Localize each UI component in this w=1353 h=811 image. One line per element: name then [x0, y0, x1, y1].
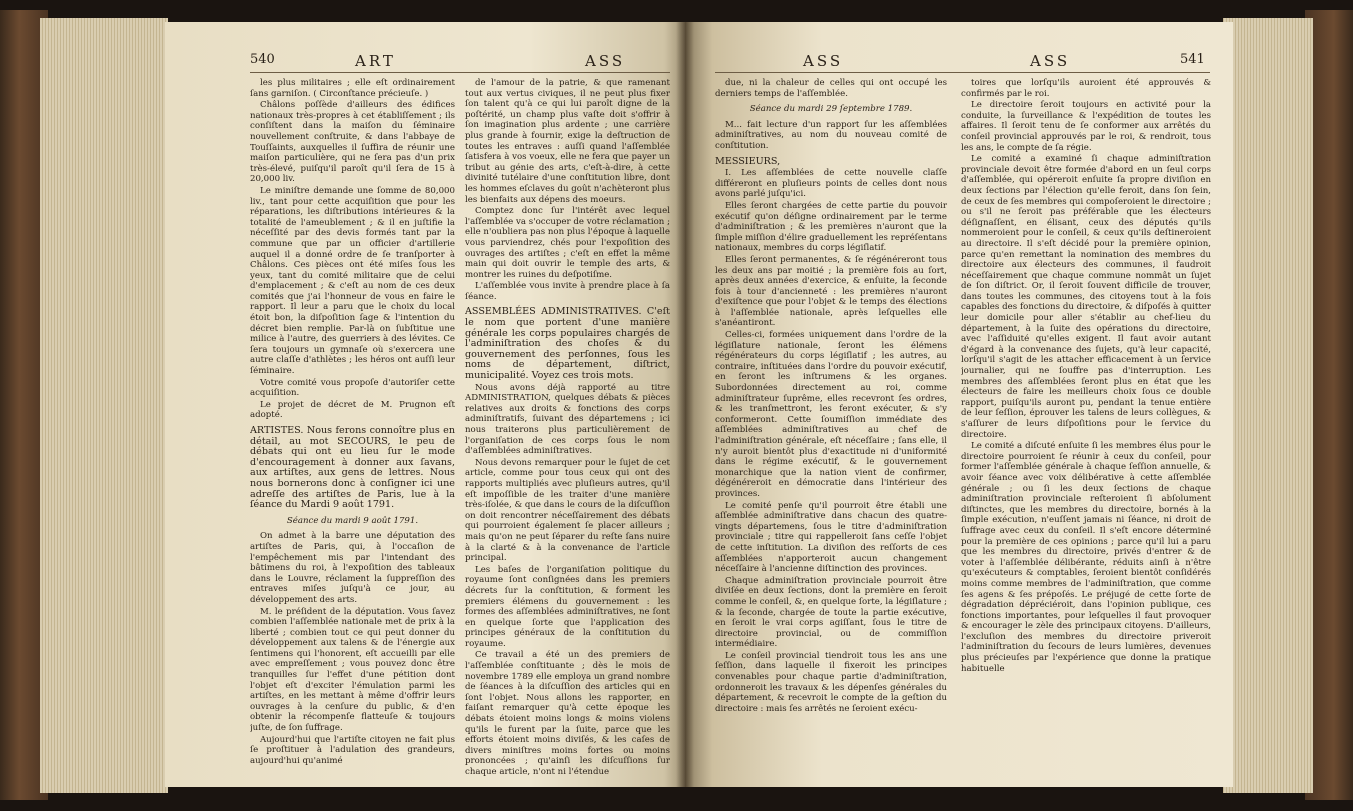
right-page	[685, 22, 1233, 787]
paragraph: Votre comité vous propoſe d'autoriſer cette acquiſition.	[250, 377, 455, 399]
salutation: MESSIEURS,	[715, 155, 781, 167]
session-heading: Séance du mardi 29 ſeptembre 1789.	[749, 104, 913, 115]
page-edges-left	[40, 18, 168, 793]
paragraph: Elles ſeront chargées de cette partie du pouvoir exécutif qu'on déſigne ordinairement par le terme d'adminiſtration ; & les premières n'auront que la ſimple miſſion d'élire graduellement les repréſentans nationaux, membres du corps légiſlatif.	[715, 200, 947, 254]
paragraph: Ce travail a été un des premiers de l'aſſemblée conſtituante ; dès le mois de novembre 1789 elle employa un grand nombre de ſéances à la diſcuſſion des articles qui en ſont l'objet. Nous allons les rapporter, en faiſant remarquer qu'à cette époque les débats étoient moins longs & moins violens qu'ils le furent par la ſuite, parce que les efforts étoient moins diviſés, & les caſes de divers miniſtres moins fortes ou moins prononcées ; qu'ainſi les diſcuſſions ſur chaque article, n'ont ni l'étendue	[465, 650, 670, 777]
paragraph: I. Les aſſemblées de cette nouvelle claſſe différeront en pluſieurs points de celles dont nous avons parlé juſqu'ici.	[715, 168, 947, 200]
running-head-left: ASS	[803, 52, 844, 70]
paragraph: Nous avons déjà rapporté au titre ADMINISTRATION, quelques débats & pièces relatives aux droits & fonctions des corps adminiſtratifs, ſuivant des départemens ; ici nous traiterons plus particulièrement de l'organiſation de ces corps ſous le nom d'aſſemblées adminiſtratives.	[465, 382, 670, 457]
paragraph: On admet à la barre une députation des artiſtes de Paris, qui, à l'occaſion de l'empêchement mis par l'intendant des bâtimens du roi, à l'expoſition des tableaux dans le Louvre, réclament la ſuppreſſion des entraves miſes juſqu'à ce jour, au développement des arts.	[250, 531, 455, 605]
paragraph: M. le préſident de la députation. Vous ſavez combien l'aſſemblée nationale met de prix à la liberté ; combien tout ce qui peut donner du développement aux talens & de l'énergie aux ſentimens qui l'honorent, eſt accueilli par elle avec empreſſement ; vous pouvez donc être tranquilles ſur l'effet d'une pétition dont l'objet eſt d'exciter l'émulation parmi les artiſtes, en les mettant à même d'offrir leurs ouvrages à la cenſure du public, & d'en obtenir la récompenſe flatteuſe & toujours juſte, de ſon ſuffrage.	[250, 606, 455, 734]
session-heading: Séance du mardi 9 août 1791.	[286, 515, 419, 526]
paragraph: L'aſſemblée vous invite à prendre place à ſa ſéance.	[465, 281, 670, 302]
right-page-column-1	[715, 78, 947, 778]
paragraph: Le projet de décret de M. Prugnon eſt adopté.	[250, 399, 455, 421]
left-page-column-1	[250, 78, 455, 778]
running-head-right: ASS	[1030, 52, 1071, 70]
paragraph: Comptez donc ſur l'intérêt avec lequel l'aſſemblée va s'occuper de votre réclamation ; elle n'oubliera pas non plus l'époque à laquelle vous parviendrez, chés pour l'expoſition des ouvrages des artiſtes ; c'eſt en effet la même main qui doit ouvrir le temple des arts, & montrer les ruines du deſpotiſme.	[465, 206, 670, 280]
paragraph: Nous devons remarquer pour le ſujet de cet article, comme pour tous ceux qui ont des rapports multipliés avec pluſieurs autres, qu'il eſt impoſſible de les traiter d'une manière très-iſolée, & que dans le cours de la diſcuſſion on doit rencontrer néceſſairement des débats qui pourroient également ſe placer ailleurs ; mais qu'on ne peut ſéparer du reſte ſans nuire à la clarté & à la convenance de l'article principal.	[465, 457, 670, 564]
paragraph: Elles ſeront permanentes, & ſe régénéreront tous les deux ans par moitié ; la première fois au ſort, après deux années d'exercice, & enſuite, la ſeconde fois à tour d'ancienneté : les premières n'auront d'exiſtence que pour l'objet & le temps des élections à l'aſſemblée nationale, après leſquelles elle s'anéantiront.	[715, 254, 947, 329]
page-number-right: 541	[1180, 52, 1205, 67]
paragraph: Le comité penſe qu'il pourroit être établi une aſſemblée adminiſtrative dans chacun des quatre-vingts départemens, ſous le titre d'adminiſtration provinciale ; titre qui rappelleroit ſans ceſſe l'objet de cette inſtitution. La diviſion des reſſorts de ces aſſemblées n'apporteroit aucun changement néceſſaire à l'ancienne diſtinction des provinces.	[715, 500, 947, 575]
paragraph: Aujourd'hui que l'artiſte citoyen ne fait plus ſe proſtituer à l'adulation des grandeurs, aujourd'hui qu'animé	[250, 734, 455, 766]
running-head-right: ASS	[585, 52, 626, 70]
left-page-column-2	[465, 78, 670, 778]
paragraph: Les baſes de l'organiſation politique du royaume ſont conſignées dans les premiers décrets ſur la conſtitution, & forment les premiers élémens du gouvernement : les formes des aſſemblées adminiſtratives, ne ſont en quelque ſorte que l'application des principes généraux de la conſtitution du royaume.	[465, 564, 670, 649]
book-gutter	[676, 22, 694, 787]
paragraph: Le directoire ſeroit toujours en activité pour la conduite, la ſurveillance & l'expédition de toutes les affaires. Il ſeroit tenu de ſe conformer aux arrêtés du conſeil provincial approuvés par le roi, & rendroit, tous les ans, le compte de ſa régie.	[961, 100, 1211, 153]
entry-assemblees-administratives: ASSEMBLÉES ADMINISTRATIVES. C'eſt le nom que portent d'une manière générale les corps populaires chargés de l'adminiſtration des choſes & du gouvernement des perſonnes, ſous les noms de département, diſtrict, municipalité. Voyez ces trois mots.	[465, 306, 670, 382]
header-rule	[715, 72, 1210, 73]
header-rule	[250, 72, 670, 73]
paragraph: toires que lorſqu'ils auroient été approuvés & confirmés par le roi.	[961, 78, 1211, 99]
paragraph: de l'amour de la patrie, & que ramenant tout aux vertus civiques, il ne peut plus fixer ſon talent qu'à ce qui lui paroît digne de la poſtérité, un champ plus vaſte doit s'offrir à ſon imagination plus ardente ; une carrière plus grande à fournir, exige la deſtruction de toutes les entraves : auſſi quand l'aſſemblée ſatisfera à vos voeux, elle ne fera que payer un tribut au génie des arts, c'eſt-à-dire, à cette divinité tutélaire d'une conſtitution libre, dont les hommes eſclaves du goût n'achèteront plus les bienfaits aux dépens des moeurs.	[465, 78, 670, 205]
page-number-left: 540	[250, 52, 275, 67]
paragraph: due, ni la chaleur de celles qui ont occupé les derniers temps de l'aſſemblée.	[715, 78, 947, 99]
page-edges-right	[1223, 18, 1313, 793]
right-page-column-2	[961, 78, 1211, 778]
left-page	[165, 22, 685, 787]
paragraph: M... fait lecture d'un rapport ſur les aſſemblées adminiſtratives, au nom du nouveau comité de conſtitution.	[715, 119, 947, 151]
paragraph: Le conſeil provincial tiendroit tous les ans une ſeſſion, dans laquelle il fixeroit les principes convenables pour chaque partie d'adminiſtration, ordonneroit les travaux & les dépenſes générales du département, & recevroit le compte de la geſtion du directoire : mais ſes arrêtés ne ſeroient exécu-	[715, 650, 947, 714]
paragraph: Châlons poſſède d'ailleurs des édifices nationaux très-propres à cet établiſſement ; ils conſiſtent dans la maiſon du ſéminaire nouvellement conſtruite, & dans l'abbaye de Touſſaints, auxquelles il ſuffira de réunir une maiſon particulière, qui ne ſera pas d'un prix très-élevé, puiſqu'il paroît qu'il ſera de 15 à 20,000 liv.	[250, 100, 455, 185]
paragraph: les plus militaires ; elle eſt ordinairement ſans garniſon. ( Circonſtance précieuſe. )	[250, 78, 455, 99]
paragraph: Le comité a examiné ſi chaque adminiſtration provinciale devoit être formée d'abord en un ſeul corps d'aſſemblée, qui opéreroit enſuite ſa propre diviſion en deux ſections par l'élection qu'elle feroit, dans ſon ſein, de ceux de ſes membres qui compoſeroient le directoire ; ou s'il ne ſeroit pas préférable que les électeurs déſignaſſent, en élisant, ceux des députés qu'ils nommeroient pour le conſeil, & ceux qu'ils deſtineroient au directoire. Il s'eſt décidé pour la première opinion, parce qu'en remettant la nomination des membres du directoire aux électeurs des communes, il faudroit néceſſairement que chaque commune nommât un ſujet de ſon diſtrict. Or, il ſeroit ſouvent difficile de trouver, dans toutes les communes, des citoyens tout à la fois capables des fonctions du directoire, & diſpoſés à quitter leur domicile pour aller s'établir au chef-lieu du département, à la ſuite des opérations du directoire, avec l'aſſiduité qu'elles exigent. Il faut avoir autant d'égard à la convenance des ſujets, qu'à leur capacité, lorſqu'il s'agit de les attacher efficacement à un ſervice journalier, qui ne ſouffre pas d'interruption. Les membres des aſſemblées ſeront plus en état que les électeurs de faire les meilleurs choix ſous ce double rapport, puiſqu'ils auront pu, pendant la tenue entière de leur ſeſſion, éprouver les talens de leurs collègues, & s'aſſurer de leurs diſpoſitions pour le ſervice du directoire.	[961, 154, 1211, 440]
running-head-left: ART	[355, 52, 396, 70]
paragraph: Chaque adminiſtration provinciale pourroit être diviſée en deux ſections, dont la première en ſeroit comme le conſeil, &, en quelque ſorte, la légiſlature ; & la ſeconde, chargée de toute la partie exécutive, en ſeroit le vrai corps agiſſant, ſous le titre de directoire provincial, ou de commiſſion intermédiaire.	[715, 575, 947, 650]
paragraph: Le miniſtre demande une ſomme de 80,000 liv., tant pour cette acquiſition que pour les réparations, les diſtributions intérieures & la totalité de l'ameublement ; & il en juſtifie la néceſſité par des devis formés tant par la commune que par un officier d'artillerie auquel il a donné ordre de ſe tranſporter à Châlons. Ces pièces ont été miſes ſous les yeux, tant du comité militaire que de celui d'emplacement ; & c'eſt au nom de ces deux comités que j'ai l'honneur de vous en faire le rapport. Il leur a paru que le choix du local étoit bon, la diſpoſition ſage & l'intention du décret bien remplie. Par-là on ſubſtitue une milice à l'autre, des guerriers à des lévites. Ce ſera toujours un gymnaſe où s'exercera une autre claſſe d'athlètes ; les héros ont auſſi leur ſéminaire.	[250, 185, 455, 377]
paragraph: Le comité a diſcuté enſuite ſi les membres élus pour le directoire pourroient ſe réunir à ceux du conſeil, pour former l'aſſemblée générale à chaque ſeſſion annuelle, & avoir ſéance avec voix délibérative à cette aſſemblée générale ; ou ſi les deux ſections de chaque adminiſtration provinciale reſteroient ſi abſolument diſtinctes, que les membres du directoire, bornés à la ſimple exécution, n'euſſent jamais ni ſéance, ni droit de ſuffrage avec ceux du conſeil. Il s'eſt encore déterminé pour la première de ces opinions ; parce qu'il lui a paru que les membres du directoire, privés d'entrer & de voter à l'aſſemblée délibérante, réduits ainſi à n'être qu'exécuteurs & comptables, ſeroient bientôt conſidérés moins comme membres de l'adminiſtration, que comme ſes agens & ſes prépoſés. Le préjugé de cette ſorte de dégradation dépréciéroit, dans l'opinion publique, ces fonctions importantes, pour leſquelles il faut provoquer & encourager le zèle des principaux citoyens. D'ailleurs, l'excluſion des membres du directoire priveroit l'adminiſtration du ſecours de leurs lumières, devenues plus précieuſes par l'expérience que donne la pratique habituelle	[961, 441, 1211, 674]
paragraph: Celles-ci, formées uniquement dans l'ordre de la légiſlature nationale, ſeront les élémens régénérateurs du corps légiſlatif ; les autres, au contraire, inſtituées dans l'ordre du pouvoir exécutif, en ſeront les inſtrumens & les organes. Subordonnées directement au roi, comme adminiſtrateur ſuprême, elles recevront ſes ordres, & les tranſmettront, les feront exécuter, & s'y conformeront. Cette ſoumiſſion immédiate des aſſemblées adminiſtratives au chef de l'adminiſtration générale, eſt néceſſaire ; ſans elle, il n'y auroit bientôt plus d'exactitude ni d'uniformité dans le régime exécutif, & le gouvernement monarchique que la nation vient de confirmer, dégénéreroit en démocratie dans l'intérieur des provinces.	[715, 330, 947, 499]
entry-artistes: ARTISTES. Nous ferons connoître plus en détail, au mot SECOURS, le peu de débats qui ont eu lieu ſur le mode d'encouragement à donner aux ſavans, aux artiſtes, aux gens de lettres. Nous nous bornerons donc à conſigner ici une adreſſe des artiſtes de Paris, lue à la ſéance du Mardi 9 août 1791.	[250, 425, 455, 511]
